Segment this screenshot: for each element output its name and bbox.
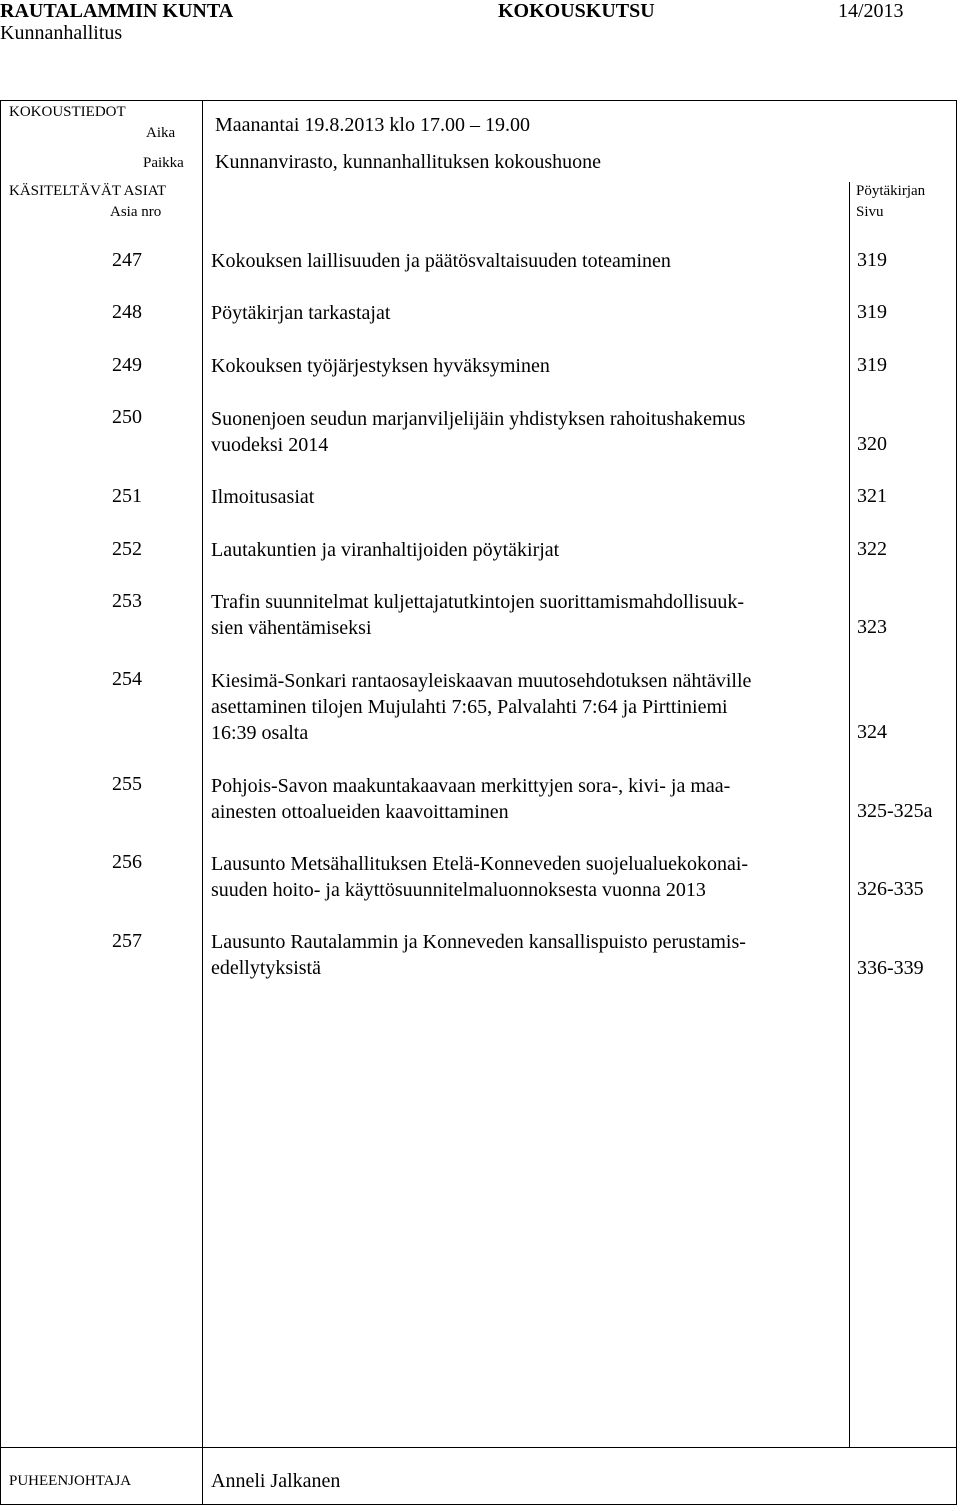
organ-name: Kunnanhallitus [0,22,123,44]
item-title: Ilmoitusasiat [211,486,315,508]
item-page: 319 [857,249,887,271]
item-title: Lausunto Rautalammin ja Konneveden kansallispuisto perustamis- [211,931,746,953]
item-title: Pohjois-Savon maakuntakaavaan merkittyjen sora-, kivi- ja maa- [211,775,731,797]
chairperson-name: Anneli Jalkanen [211,1470,341,1492]
item-page: 322 [857,538,887,560]
item-title-cont: ainesten ottoalueiden kaavoittaminen [211,801,509,823]
item-page: 319 [857,354,887,376]
item-page: 326-335 [857,878,924,900]
item-number: 248 [112,301,142,323]
item-number: 247 [112,249,142,271]
minutes-page-label: Pöytäkirjan [856,183,926,199]
agenda-label: KÄSITELTÄVÄT ASIAT [9,183,167,199]
item-title-cont: asettaminen tilojen Mujulahti 7:65, Palvalahti 7:64 ja Pirttiniemi [211,696,728,718]
municipality-title: RAUTALAMMIN KUNTA [0,0,234,22]
item-number: 255 [112,773,142,795]
item-number: 257 [112,930,142,952]
time-value: Maanantai 19.8.2013 klo 17.00 – 19.00 [215,114,530,136]
item-number: 251 [112,485,142,507]
item-number: 252 [112,538,142,560]
item-number: 250 [112,406,142,428]
footer-divider [0,1447,957,1448]
place-value: Kunnanvirasto, kunnanhallituksen kokoushuone [215,151,602,173]
document-number: 14/2013 [838,0,904,22]
item-title-cont: vuodeksi 2014 [211,434,329,456]
document-type: KOKOUSKUTSU [498,0,655,22]
item-title: Suonenjoen seudun marjanviljelijäin yhdistyksen rahoitushakemus [211,408,746,430]
item-page: 320 [857,433,887,455]
item-number: 256 [112,851,142,873]
item-title: Kokouksen työjärjestyksen hyväksyminen [211,355,550,377]
meeting-info-label: KOKOUSTIEDOT [9,104,126,120]
item-page: 324 [857,721,887,743]
minutes-page-sublabel: Sivu [856,204,884,220]
item-number: 249 [112,354,142,376]
item-title-cont: 16:39 osalta [211,722,309,744]
item-page: 321 [857,485,887,507]
item-title: Lausunto Metsähallituksen Etelä-Konneveden suojelualuekokonai- [211,853,749,875]
item-title: Kiesimä-Sonkari rantaosayleiskaavan muutosehdotuksen nähtäville [211,670,752,692]
place-label: Paikka [143,155,184,171]
item-number: 254 [112,668,142,690]
item-number-label: Asia nro [110,204,162,220]
item-title: Trafin suunnitelmat kuljettajatutkintojen suorittamismahdollisuuk- [211,591,745,613]
item-title: Kokouksen laillisuuden ja päätösvaltaisuuden toteaminen [211,250,671,272]
item-page: 325-325a [857,800,933,822]
chairperson-label: PUHEENJOHTAJA [9,1473,132,1489]
item-title: Lautakuntien ja viranhaltijoiden pöytäkirjat [211,539,560,561]
item-page: 323 [857,616,887,638]
item-title-cont: suuden hoito- ja käyttösuunnitelmaluonnoksesta vuonna 2013 [211,879,706,901]
time-label: Aika [146,125,176,141]
item-number: 253 [112,590,142,612]
item-page: 319 [857,301,887,323]
column-divider-right [849,182,850,1447]
item-title-cont: edellytyksistä [211,957,321,979]
item-page: 336-339 [857,957,924,979]
column-divider-left [202,100,203,1505]
item-title-cont: sien vähentämiseksi [211,617,372,639]
item-title: Pöytäkirjan tarkastajat [211,302,391,324]
